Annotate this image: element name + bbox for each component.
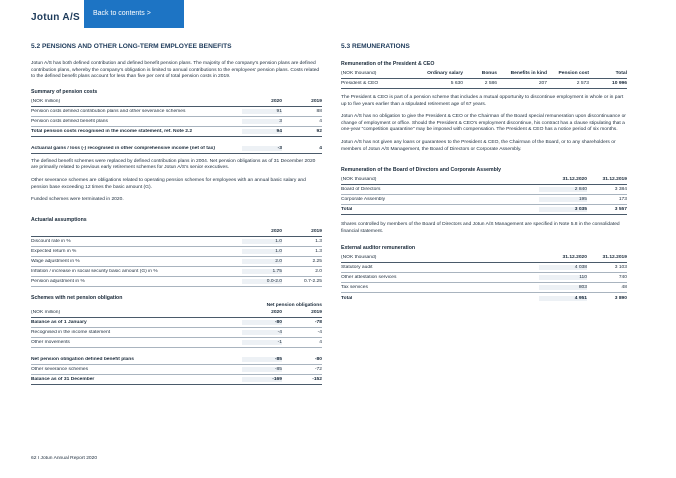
- net-obligations-group-head: Net pension obligations: [266, 302, 322, 308]
- loans-text: Jotun A/S has not given any loans or guarantees to the President & CEO, the Chairman of the Board, or to any shareholders or members of Jotun A/S Management, the Board of Directors or Corporate Assembly.: [341, 139, 616, 152]
- table-header: (NOK million) 2020 2019: [31, 308, 322, 318]
- table-row: Board of Directors 2 840 3 384: [341, 185, 627, 195]
- net-schemes-table: [31, 308, 322, 385]
- ceo-obligation-text: Jotun A/S has no obligation to give the President & CEO or the Chairman of the Board special remuneration upon discontinuance or change of employment or office. Should the President & CEO's employment discontinue, his contract has a clause stipulating that a one-year "competition quarantine" may be imposed with compensation. The President & CEO has a notice period of six months.: [341, 114, 626, 133]
- table-total-row: Total pension costs recognised in the income statement, ref. Note 2.2 94 92: [31, 127, 322, 137]
- table-row: President & CEO 5 630 2 586 207 2 573 10 996: [341, 79, 627, 89]
- jotun-logo: Jotun A/S: [31, 12, 80, 23]
- table-row: Corporate Assembly 195 173: [341, 195, 627, 205]
- table-row: Pension adjustment in % 0.0-2.0 0.7-2.25: [31, 277, 322, 287]
- table-header: (NOK million) 2020 2019: [31, 97, 322, 107]
- table-total-row: Balance as of 31 December -169 -152: [31, 375, 322, 385]
- left-column: [31, 43, 322, 385]
- summary-table: [31, 97, 322, 154]
- table-row: Pension costs defined contribution plans and other severance schemes 91 88: [31, 107, 322, 117]
- table-row: Pension costs defined benefit plans 3 4: [31, 117, 322, 127]
- pensions-intro: Jotun A/S has both defined contribution and defined benefit pension plans. The majority of the company's pension plans are defined contribution plans, whereby the company's obligation is limited to annual contributions to the employees' pension plans. Costs related to the defined benefit plans account for less than five per cent of total pension costs in 2019.: [31, 61, 320, 80]
- right-column: [341, 43, 627, 303]
- funded-schemes-text: Funded schemes were terminated in 2020.: [31, 197, 124, 203]
- table-header: (NOK thousand) 31.12.2020 31.12.2019: [341, 175, 627, 185]
- table-row: Other severance schemes -85 -72: [31, 365, 322, 375]
- actuarial-assumptions-title: Actuarial assumptions: [31, 216, 87, 223]
- table-total-row: Total 3 035 3 557: [341, 205, 627, 215]
- table-row: Discount rate in % 1.0 1.3: [31, 237, 322, 247]
- actuarial-gains-row: Actuarial gains / loss (-) recognised in other comprehensive income (net of tax) -3 4: [31, 144, 322, 154]
- ceo-remuneration-title: Remuneration of the President & CEO: [341, 61, 435, 67]
- table-row: Recognised in the income statement -4 -4: [31, 328, 322, 338]
- board-remuneration-title: Remuneration of the Board of Directors and Corporate Assembly: [341, 167, 502, 174]
- auditor-remuneration-table: [341, 253, 627, 303]
- shares-text: Shares controlled by members of the Board of Directors and Jotun A/S Management are specified in Note 5.8 in the consolidated financial statement.: [341, 222, 620, 234]
- table-row: Wage adjustment in % 2.0 2.25: [31, 257, 322, 267]
- severance-text: Other severance schemes are obligations related to operating pension schemes for employees with an annual basic salary and pension base exceeding 12 times the basic amount (G).: [31, 177, 306, 190]
- table-header: (NOK thousand) 31.12.2020 31.12.2019: [341, 253, 627, 263]
- table-row: Statutory audit 4 038 3 103: [341, 263, 627, 273]
- back-to-contents-button[interactable]: Back to contents >: [84, 0, 184, 28]
- table-total-row: Total 4 951 3 890: [341, 295, 627, 301]
- board-remuneration-table: [341, 175, 627, 215]
- table-header: (NOK thousand) Ordinary salary Bonus Benefits in kind Pension cost Total: [341, 69, 627, 79]
- table-row: Tax services 803 48: [341, 283, 627, 293]
- table-row: Net pension obligation defined benefit plans -85 -80: [31, 355, 322, 365]
- page-footer: 62 I Jotun Annual Report 2020: [31, 456, 98, 461]
- table-row: Balance as of 1 January -80 -78: [31, 318, 322, 328]
- ceo-pension-text: The President & CEO is part of a pension scheme that includes a mutual opportunity to discontinue employment in whole or in part up to five years earlier than a stipulated retirement age of 67 years.: [341, 95, 624, 107]
- section-title-remunerations: 5.3 REMUNERATIONS: [341, 43, 410, 50]
- summary-title: Summary of pension costs: [31, 88, 98, 95]
- net-schemes-title: Schemes with net pension obligation: [31, 294, 123, 301]
- actuarial-table: [31, 227, 322, 287]
- defined-benefit-text: The defined benefit schemes were replaced by defined contribution plans in 2004. Net pension obligations as of 31 December 2020 are primarily related to previous early retirement schemes for Jotun A/S's senior executives.: [31, 158, 316, 171]
- table-row: Other movements -1 4: [31, 338, 322, 348]
- table-row: Expected return in % 1.0 1.3: [31, 247, 322, 257]
- table-header: 2020 2019: [31, 227, 322, 237]
- table-row: Other attestation services 110 740: [341, 273, 627, 283]
- table-row: Inflation / increase in social security basic amount (G) in % 1.75 2.0: [31, 267, 322, 277]
- section-title-pensions: 5.2 PENSIONS AND OTHER LONG-TERM EMPLOYEE BENEFITS: [31, 43, 232, 50]
- auditor-remuneration-title: External auditor remuneration: [341, 245, 416, 252]
- ceo-remuneration-table: [341, 69, 627, 89]
